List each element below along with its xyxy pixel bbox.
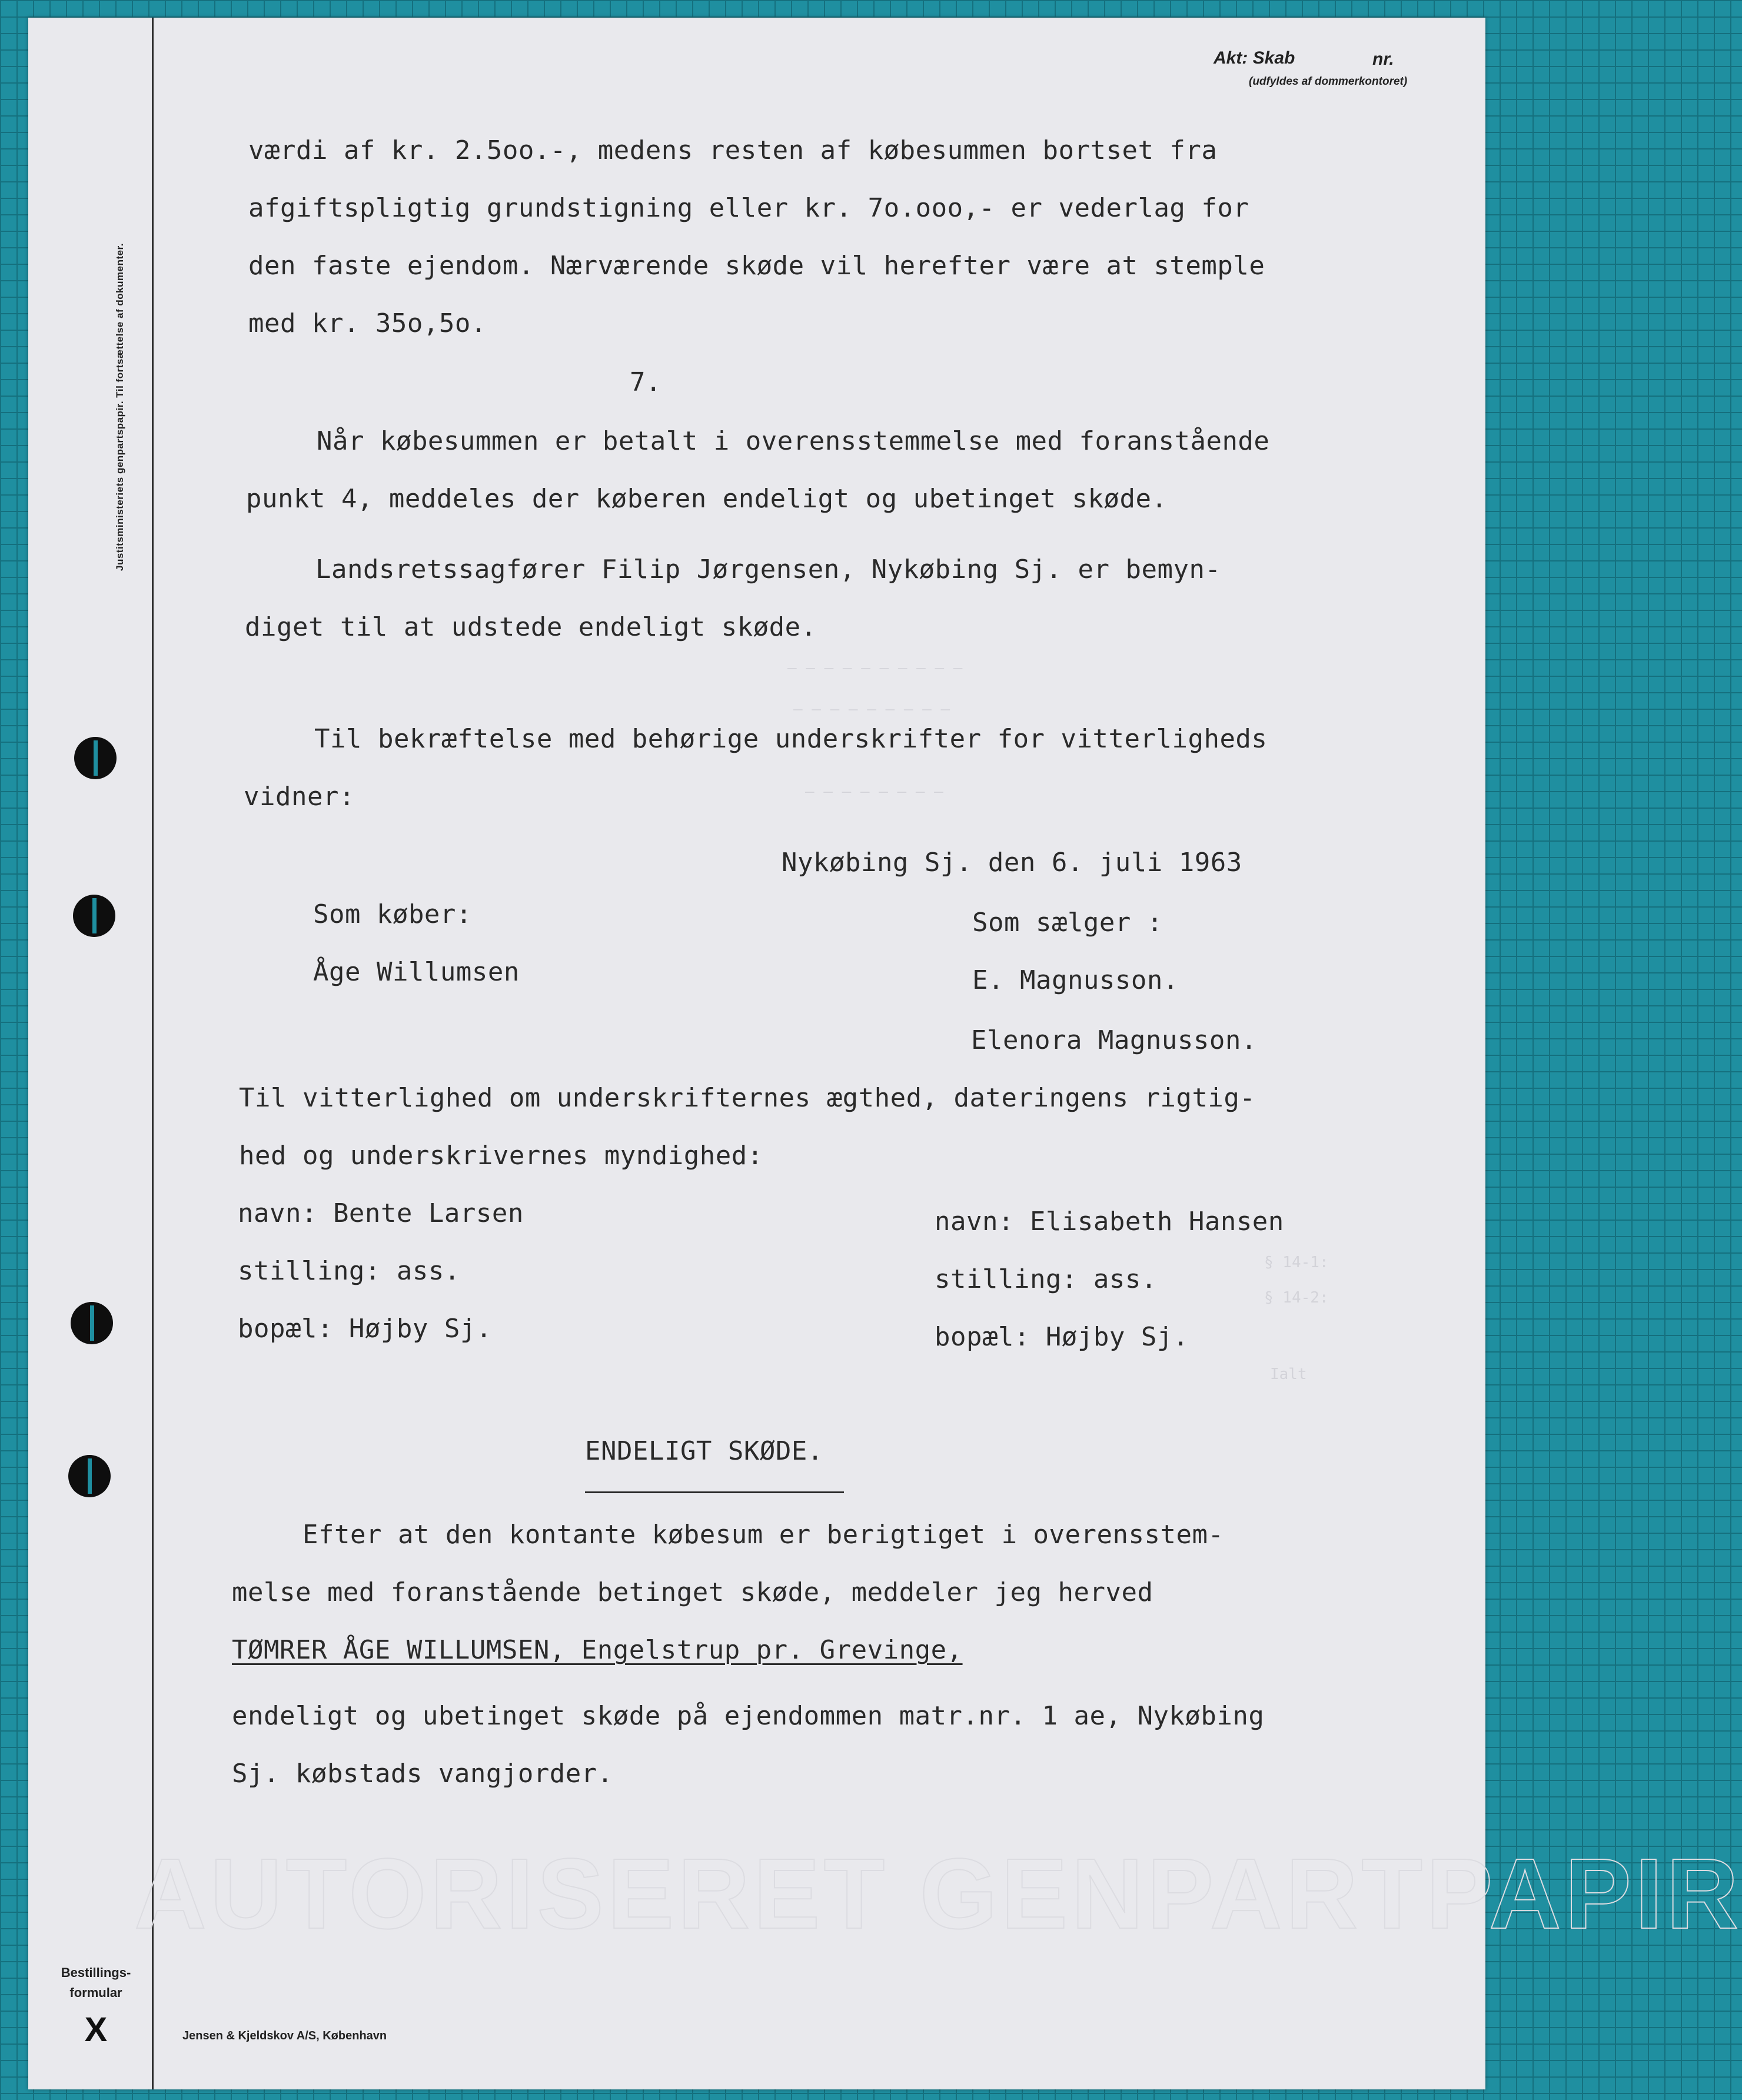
witness2-residence: bopæl: Højby Sj.: [935, 1322, 1189, 1352]
buyer-full-name: TØMRER ÅGE WILLUMSEN, Engelstrup pr. Grevinge,: [232, 1635, 963, 1665]
punch-hole-1: [74, 737, 117, 779]
section-number: 7.: [630, 367, 661, 397]
body-line: Sj. købstads vangjorder.: [232, 1759, 613, 1789]
body-line: Når købesummen er betalt i overensstemmelse med foranstående: [317, 426, 1270, 456]
watermark: AUTORISERET GENPARTPAPIR: [134, 1838, 1742, 1950]
order-form-label: [52, 1963, 140, 2003]
order-form-label-line-1: Bestillings-: [61, 1965, 131, 1980]
witness2-position: stilling: ass.: [935, 1264, 1157, 1294]
bleed-through-mark: Ialt: [1270, 1365, 1307, 1383]
body-line: med kr. 35o,5o.: [248, 308, 487, 338]
witness2-name: navn: Elisabeth Hansen: [935, 1207, 1284, 1237]
document-page: [28, 18, 1742, 2089]
printer-credit: Jensen & Kjeldskov A/S, København: [182, 2029, 387, 2042]
seller-name: E. Magnusson.: [972, 965, 1179, 995]
seller-label: Som sælger :: [972, 908, 1163, 938]
buyer-label: Som køber:: [313, 899, 472, 929]
akt-number-label: nr.: [1372, 49, 1394, 69]
witness1-position: stilling: ass.: [238, 1256, 460, 1286]
body-line: værdi af kr. 2.5oo.-, medens resten af købesummen bortset fra: [248, 135, 1218, 165]
body-line: afgiftspligtig grundstigning eller kr. 7o.ooo,- er vederlag for: [248, 193, 1249, 223]
punch-hole-4: [68, 1455, 111, 1497]
bleed-through-mark: § 14-1:: [1264, 1254, 1329, 1271]
bleed-through-mark: — — — — — — — —: [805, 783, 943, 800]
bleed-through-mark: — — — — — — — — — —: [787, 659, 963, 677]
final-heading: ENDELIGT SKØDE.: [585, 1436, 823, 1466]
body-line: melse med foranstående betinget skøde, meddeler jeg herved: [232, 1577, 1153, 1607]
akt-label: Akt: Skab: [1214, 48, 1295, 68]
seller-name: Elenora Magnusson.: [971, 1025, 1257, 1055]
buyer-name: Åge Willumsen: [313, 957, 520, 987]
body-line: Til bekræftelse med behørige underskrifter for vitterligheds: [314, 724, 1268, 754]
order-form-label-line-2: formular: [69, 1985, 122, 2000]
bleed-through-mark: § 14-2:: [1264, 1289, 1329, 1307]
margin-vertical-text: Justitsministeriets genpartspapir. Til fortsættelse af dokumenter.: [114, 243, 125, 571]
margin-rule: [152, 18, 154, 2089]
witness1-residence: bopæl: Højby Sj.: [238, 1314, 492, 1344]
body-line: den faste ejendom. Nærværende skøde vil herefter være at stemple: [248, 251, 1265, 281]
akt-note: (udfyldes af dommerkontoret): [1249, 75, 1408, 88]
body-line: diget til at udstede endeligt skøde.: [245, 612, 817, 642]
order-form-mark: X: [84, 2011, 108, 2049]
body-line: hed og underskrivernes myndighed:: [239, 1141, 763, 1171]
witness1-name: navn: Bente Larsen: [238, 1198, 524, 1228]
punch-hole-3: [71, 1302, 113, 1344]
body-line: Landsretssagfører Filip Jørgensen, Nykøbing Sj. er bemyn-: [315, 554, 1221, 584]
heading-underline: [585, 1491, 844, 1493]
body-line: endeligt og ubetinget skøde på ejendommen matr.nr. 1 ae, Nykøbing: [232, 1701, 1265, 1731]
body-line: Til vitterlighed om underskrifternes ægthed, dateringens rigtig-: [239, 1083, 1256, 1113]
date-line: Nykøbing Sj. den 6. juli 1963: [782, 848, 1242, 878]
body-line: Efter at den kontante købesum er berigtiget i overensstem-: [302, 1520, 1224, 1550]
punch-hole-2: [73, 895, 115, 937]
body-line: punkt 4, meddeles der køberen endeligt og ubetinget skøde.: [246, 484, 1168, 514]
bleed-through-mark: — — — — — — — — —: [793, 700, 950, 718]
body-line: vidner:: [244, 782, 355, 812]
